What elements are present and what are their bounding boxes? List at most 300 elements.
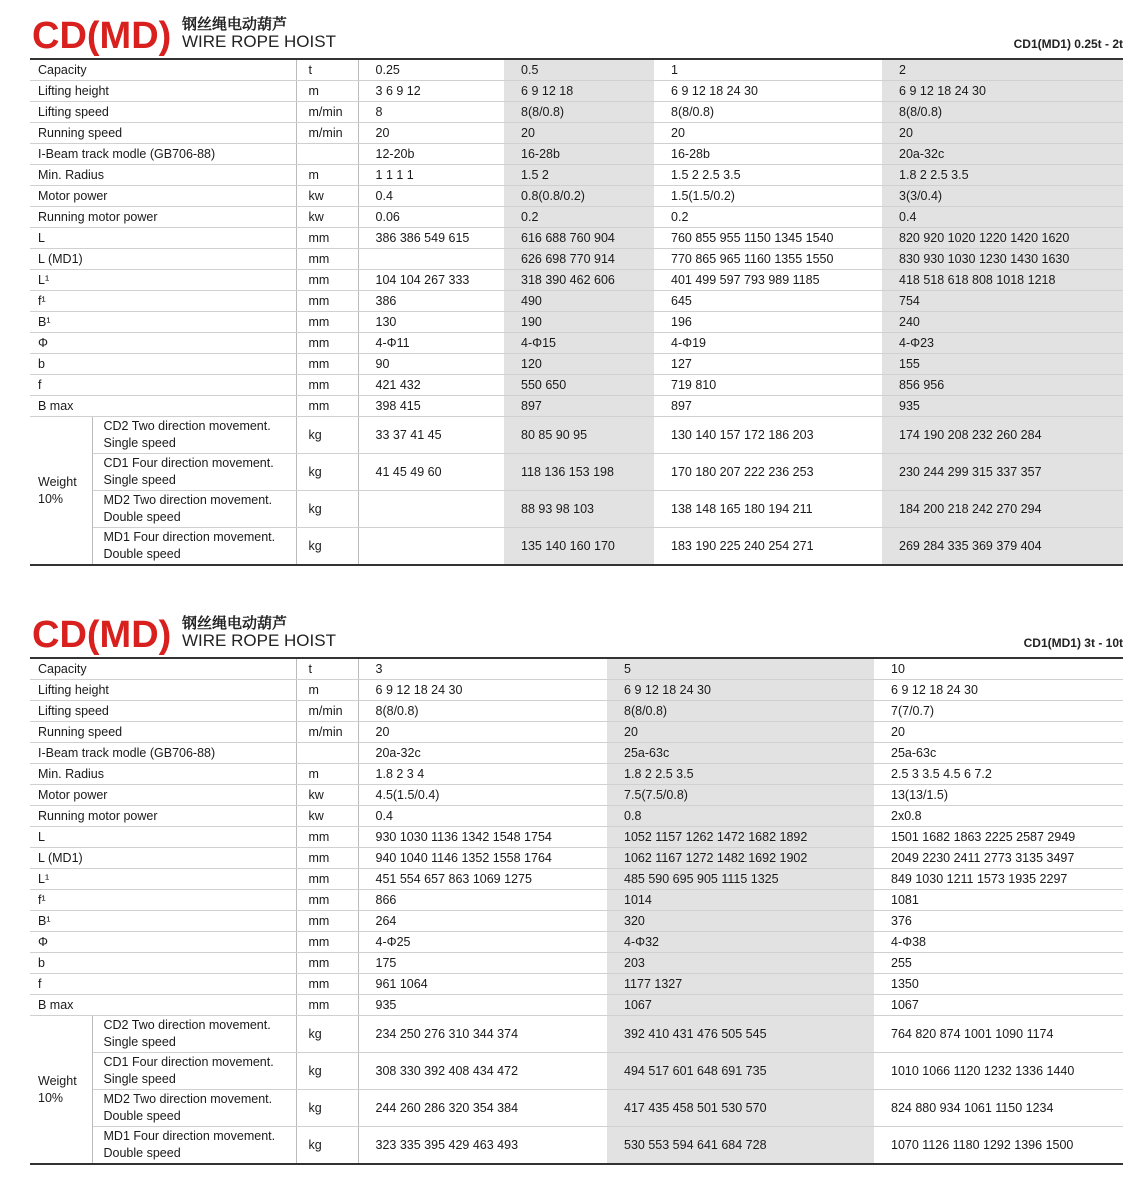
row-label: f¹	[30, 291, 296, 312]
weight-desc-line1: MD1 Four direction movement.	[103, 530, 276, 544]
row-unit: mm	[296, 396, 358, 417]
row-value: 897	[654, 396, 882, 417]
weight-desc-line2: Double speed	[103, 1109, 181, 1123]
row-label: B¹	[30, 312, 296, 333]
table-row	[30, 102, 1123, 123]
table-row	[30, 270, 1123, 291]
row-value: 1.8 2 3 4	[358, 764, 607, 785]
weight-value: 392 410 431 476 505 545	[607, 1016, 874, 1053]
weight-value: 308 330 392 408 434 472	[358, 1053, 607, 1090]
table-row	[30, 911, 1123, 932]
weight-desc-line2: Single speed	[103, 1035, 176, 1049]
row-value: 320	[607, 911, 874, 932]
row-value: 1067	[874, 995, 1123, 1016]
model-range: CD1(MD1) 3t - 10t	[1023, 636, 1123, 650]
row-label: Running speed	[30, 123, 296, 144]
title-chinese: 钢丝绳电动葫芦	[182, 615, 288, 632]
table-row	[30, 995, 1123, 1016]
row-unit: mm	[296, 911, 358, 932]
row-value: 4-Φ11	[358, 333, 504, 354]
row-value: 940 1040 1146 1352 1558 1764	[358, 848, 607, 869]
row-value: 6 9 12 18 24 30	[607, 680, 874, 701]
weight-desc-line2: Double speed	[103, 510, 181, 524]
row-label: Capacity	[30, 659, 296, 680]
table-row	[30, 291, 1123, 312]
row-unit: mm	[296, 291, 358, 312]
brand-title: CD(MD)	[32, 614, 172, 656]
row-value: 4-Φ32	[607, 932, 874, 953]
table-row	[30, 207, 1123, 228]
row-unit: m/min	[296, 701, 358, 722]
row-value: 1	[654, 60, 882, 81]
row-value: 0.8(0.8/0.2)	[504, 186, 654, 207]
row-label: I-Beam track modle (GB706-88)	[30, 743, 296, 764]
row-unit: kw	[296, 186, 358, 207]
row-value: 1.5 2 2.5 3.5	[654, 165, 882, 186]
weight-value: 174 190 208 232 260 284	[882, 417, 1123, 454]
row-value: 485 590 695 905 1115 1325	[607, 869, 874, 890]
row-label: B¹	[30, 911, 296, 932]
weight-desc-line1: CD2 Two direction movement.	[103, 1018, 271, 1032]
row-value: 255	[874, 953, 1123, 974]
row-unit: mm	[296, 995, 358, 1016]
row-value: 20	[874, 722, 1123, 743]
row-unit: mm	[296, 932, 358, 953]
row-unit: mm	[296, 312, 358, 333]
row-label: Motor power	[30, 785, 296, 806]
row-value: 3(3/0.4)	[882, 186, 1123, 207]
row-label: L	[30, 228, 296, 249]
row-unit: m/min	[296, 722, 358, 743]
table-row	[30, 354, 1123, 375]
row-label: Lifting height	[30, 680, 296, 701]
row-value	[358, 249, 504, 270]
spec-table	[30, 60, 1123, 566]
row-value: 318 390 462 606	[504, 270, 654, 291]
row-value: 6 9 12 18 24 30	[874, 680, 1123, 701]
row-label: L (MD1)	[30, 848, 296, 869]
weight-label	[30, 417, 92, 566]
table-row	[30, 680, 1123, 701]
row-value: 4-Φ15	[504, 333, 654, 354]
weight-row	[30, 528, 1123, 566]
row-value: 104 104 267 333	[358, 270, 504, 291]
weight-desc	[92, 1127, 296, 1165]
weight-value: 530 553 594 641 684 728	[607, 1127, 874, 1165]
row-value: 376	[874, 911, 1123, 932]
weight-value: 1070 1126 1180 1292 1396 1500	[874, 1127, 1123, 1165]
table-row	[30, 81, 1123, 102]
row-value: 20a-32c	[882, 144, 1123, 165]
row-value: 0.2	[654, 207, 882, 228]
spec-table	[30, 659, 1123, 1165]
row-value: 1350	[874, 974, 1123, 995]
row-value: 6 9 12 18 24 30	[654, 81, 882, 102]
row-value: 4-Φ38	[874, 932, 1123, 953]
row-value: 4.5(1.5/0.4)	[358, 785, 607, 806]
table-row	[30, 228, 1123, 249]
row-value: 550 650	[504, 375, 654, 396]
row-value: 386	[358, 291, 504, 312]
table-row	[30, 932, 1123, 953]
row-value: 196	[654, 312, 882, 333]
table-row	[30, 848, 1123, 869]
table-row	[30, 701, 1123, 722]
weight-desc-line1: CD1 Four direction movement.	[103, 1055, 274, 1069]
row-value: 0.2	[504, 207, 654, 228]
weight-desc-line1: MD2 Two direction movement.	[103, 1092, 273, 1106]
row-unit: m	[296, 81, 358, 102]
weight-unit: kg	[296, 1090, 358, 1127]
row-value: 25a-63c	[874, 743, 1123, 764]
row-value: 1.8 2 2.5 3.5	[882, 165, 1123, 186]
weight-desc-line2: Double speed	[103, 547, 181, 561]
row-value: 386 386 549 615	[358, 228, 504, 249]
table-row	[30, 312, 1123, 333]
row-value: 1081	[874, 890, 1123, 911]
weight-value: 80 85 90 95	[504, 417, 654, 454]
weight-desc	[92, 1016, 296, 1053]
row-unit: mm	[296, 869, 358, 890]
weight-desc-line1: MD1 Four direction movement.	[103, 1129, 276, 1143]
row-unit: m	[296, 165, 358, 186]
row-value: 6 9 12 18 24 30	[882, 81, 1123, 102]
row-value: 20	[358, 722, 607, 743]
row-value: 616 688 760 904	[504, 228, 654, 249]
weight-desc	[92, 454, 296, 491]
row-value: 16-28b	[504, 144, 654, 165]
row-value: 12-20b	[358, 144, 504, 165]
weight-unit: kg	[296, 454, 358, 491]
row-label: Φ	[30, 932, 296, 953]
row-label: L (MD1)	[30, 249, 296, 270]
row-label: f¹	[30, 890, 296, 911]
row-value: 1.5 2	[504, 165, 654, 186]
row-value: 421 432	[358, 375, 504, 396]
table-row	[30, 764, 1123, 785]
row-value: 13(13/1.5)	[874, 785, 1123, 806]
row-value: 645	[654, 291, 882, 312]
weight-desc	[92, 1090, 296, 1127]
weight-label-percent: 10%	[38, 1090, 64, 1105]
row-value: 240	[882, 312, 1123, 333]
row-unit: mm	[296, 848, 358, 869]
weight-value: 135 140 160 170	[504, 528, 654, 566]
row-label: Lifting speed	[30, 701, 296, 722]
row-value: 3	[358, 659, 607, 680]
row-value: 20	[654, 123, 882, 144]
weight-desc-line2: Single speed	[103, 1072, 176, 1086]
weight-value: 323 335 395 429 463 493	[358, 1127, 607, 1165]
row-value: 120	[504, 354, 654, 375]
row-value: 830 930 1030 1230 1430 1630	[882, 249, 1123, 270]
row-value: 8(8/0.8)	[504, 102, 654, 123]
weight-value: 130 140 157 172 186 203	[654, 417, 882, 454]
row-value: 490	[504, 291, 654, 312]
row-value: 8(8/0.8)	[654, 102, 882, 123]
row-value: 8	[358, 102, 504, 123]
weight-value: 269 284 335 369 379 404	[882, 528, 1123, 566]
weight-value: 118 136 153 198	[504, 454, 654, 491]
row-label: B max	[30, 396, 296, 417]
table-row	[30, 659, 1123, 680]
row-value: 760 855 955 1150 1345 1540	[654, 228, 882, 249]
row-value: 8(8/0.8)	[882, 102, 1123, 123]
row-value: 130	[358, 312, 504, 333]
row-label: I-Beam track modle (GB706-88)	[30, 144, 296, 165]
row-label: Lifting height	[30, 81, 296, 102]
row-unit: mm	[296, 354, 358, 375]
weight-row	[30, 491, 1123, 528]
row-label: Capacity	[30, 60, 296, 81]
row-value: 2.5 3 3.5 4.5 6 7.2	[874, 764, 1123, 785]
weight-value: 234 250 276 310 344 374	[358, 1016, 607, 1053]
table-row	[30, 144, 1123, 165]
row-value: 961 1064	[358, 974, 607, 995]
row-value: 418 518 618 808 1018 1218	[882, 270, 1123, 291]
row-value: 3 6 9 12	[358, 81, 504, 102]
title-chinese: 钢丝绳电动葫芦	[182, 16, 288, 33]
row-value: 0.4	[358, 186, 504, 207]
row-unit: m/min	[296, 102, 358, 123]
row-value: 626 698 770 914	[504, 249, 654, 270]
weight-value: 417 435 458 501 530 570	[607, 1090, 874, 1127]
row-value: 127	[654, 354, 882, 375]
weight-desc-line2: Single speed	[103, 473, 176, 487]
table-row	[30, 333, 1123, 354]
row-label: Running motor power	[30, 806, 296, 827]
row-value: 5	[607, 659, 874, 680]
weight-desc-line1: MD2 Two direction movement.	[103, 493, 273, 507]
row-value: 175	[358, 953, 607, 974]
row-unit: t	[296, 659, 358, 680]
row-value: 6 9 12 18 24 30	[358, 680, 607, 701]
row-value: 0.4	[358, 806, 607, 827]
weight-label-text: Weight	[38, 1073, 77, 1088]
weight-desc-line2: Single speed	[103, 436, 176, 450]
table-row	[30, 806, 1123, 827]
row-unit: mm	[296, 953, 358, 974]
row-value: 1062 1167 1272 1482 1692 1902	[607, 848, 874, 869]
row-value: 401 499 597 793 989 1185	[654, 270, 882, 291]
row-value: 0.25	[358, 60, 504, 81]
row-label: L¹	[30, 270, 296, 291]
weight-label-text: Weight	[38, 474, 77, 489]
row-label: Min. Radius	[30, 764, 296, 785]
table-row	[30, 743, 1123, 764]
weight-value: 88 93 98 103	[504, 491, 654, 528]
weight-unit: kg	[296, 528, 358, 566]
row-label: Running motor power	[30, 207, 296, 228]
row-unit: t	[296, 60, 358, 81]
row-unit: m	[296, 764, 358, 785]
row-unit: kw	[296, 207, 358, 228]
row-value: 897	[504, 396, 654, 417]
row-value: 1501 1682 1863 2225 2587 2949	[874, 827, 1123, 848]
weight-value: 41 45 49 60	[358, 454, 504, 491]
row-label: f	[30, 375, 296, 396]
row-value: 719 810	[654, 375, 882, 396]
row-value: 398 415	[358, 396, 504, 417]
row-value: 20	[358, 123, 504, 144]
table-row	[30, 396, 1123, 417]
row-value: 849 1030 1211 1573 1935 2297	[874, 869, 1123, 890]
weight-label	[30, 1016, 92, 1165]
weight-row	[30, 454, 1123, 491]
row-value: 6 9 12 18	[504, 81, 654, 102]
weight-row	[30, 1053, 1123, 1090]
weight-desc-line2: Double speed	[103, 1146, 181, 1160]
weight-desc-line1: CD2 Two direction movement.	[103, 419, 271, 433]
row-value: 820 920 1020 1220 1420 1620	[882, 228, 1123, 249]
row-label: L	[30, 827, 296, 848]
row-label: b	[30, 354, 296, 375]
row-value: 8(8/0.8)	[607, 701, 874, 722]
weight-desc-line1: CD1 Four direction movement.	[103, 456, 274, 470]
row-label: Φ	[30, 333, 296, 354]
row-value: 754	[882, 291, 1123, 312]
row-value: 1 1 1 1	[358, 165, 504, 186]
row-value: 4-Φ19	[654, 333, 882, 354]
row-value: 8(8/0.8)	[358, 701, 607, 722]
weight-value: 33 37 41 45	[358, 417, 504, 454]
row-value: 930 1030 1136 1342 1548 1754	[358, 827, 607, 848]
weight-unit: kg	[296, 491, 358, 528]
row-value: 0.8	[607, 806, 874, 827]
weight-label-percent: 10%	[38, 491, 64, 506]
weight-value: 1010 1066 1120 1232 1336 1440	[874, 1053, 1123, 1090]
row-value: 20	[504, 123, 654, 144]
row-value: 155	[882, 354, 1123, 375]
weight-value: 183 190 225 240 254 271	[654, 528, 882, 566]
row-label: Min. Radius	[30, 165, 296, 186]
row-unit: m/min	[296, 123, 358, 144]
weight-value: 764 820 874 1001 1090 1174	[874, 1016, 1123, 1053]
weight-desc	[92, 417, 296, 454]
row-label: Running speed	[30, 722, 296, 743]
row-value: 1067	[607, 995, 874, 1016]
row-value: 190	[504, 312, 654, 333]
table-row	[30, 974, 1123, 995]
row-value: 1014	[607, 890, 874, 911]
row-unit: mm	[296, 974, 358, 995]
weight-unit: kg	[296, 1016, 358, 1053]
weight-desc	[92, 1053, 296, 1090]
row-unit: mm	[296, 270, 358, 291]
row-value: 20	[882, 123, 1123, 144]
weight-value: 170 180 207 222 236 253	[654, 454, 882, 491]
weight-desc	[92, 528, 296, 566]
weight-desc	[92, 491, 296, 528]
weight-value	[358, 491, 504, 528]
weight-value: 494 517 601 648 691 735	[607, 1053, 874, 1090]
table-row	[30, 827, 1123, 848]
row-value: 90	[358, 354, 504, 375]
table-row	[30, 60, 1123, 81]
spec-section-small	[30, 10, 1123, 566]
row-unit: mm	[296, 228, 358, 249]
weight-unit: kg	[296, 417, 358, 454]
weight-value: 230 244 299 315 337 357	[882, 454, 1123, 491]
row-value: 16-28b	[654, 144, 882, 165]
row-value: 856 956	[882, 375, 1123, 396]
row-value: 1.8 2 2.5 3.5	[607, 764, 874, 785]
row-value: 7.5(7.5/0.8)	[607, 785, 874, 806]
row-unit	[296, 743, 358, 764]
row-unit: kw	[296, 785, 358, 806]
weight-value: 244 260 286 320 354 384	[358, 1090, 607, 1127]
weight-value: 138 148 165 180 194 211	[654, 491, 882, 528]
row-value: 1052 1157 1262 1472 1682 1892	[607, 827, 874, 848]
table-row	[30, 249, 1123, 270]
row-value: 203	[607, 953, 874, 974]
brand-title: CD(MD)	[32, 15, 172, 57]
row-value: 4-Φ25	[358, 932, 607, 953]
row-value: 1.5(1.5/0.2)	[654, 186, 882, 207]
row-unit: mm	[296, 827, 358, 848]
row-value: 0.5	[504, 60, 654, 81]
row-label: f	[30, 974, 296, 995]
table-row	[30, 375, 1123, 396]
table-row	[30, 953, 1123, 974]
row-value: 0.4	[882, 207, 1123, 228]
row-value: 20	[607, 722, 874, 743]
weight-row	[30, 1127, 1123, 1165]
title-english: WIRE ROPE HOIST	[182, 32, 336, 51]
row-value: 2049 2230 2411 2773 3135 3497	[874, 848, 1123, 869]
row-value: 770 865 965 1160 1355 1550	[654, 249, 882, 270]
row-label: Lifting speed	[30, 102, 296, 123]
table-row	[30, 186, 1123, 207]
row-unit	[296, 144, 358, 165]
row-value: 25a-63c	[607, 743, 874, 764]
row-value: 866	[358, 890, 607, 911]
row-value: 2x0.8	[874, 806, 1123, 827]
row-label: B max	[30, 995, 296, 1016]
section-header	[30, 609, 1123, 657]
row-value: 935	[882, 396, 1123, 417]
row-value: 1177 1327	[607, 974, 874, 995]
row-value: 7(7/0.7)	[874, 701, 1123, 722]
weight-unit: kg	[296, 1053, 358, 1090]
weight-value	[358, 528, 504, 566]
row-unit: mm	[296, 333, 358, 354]
table-row	[30, 165, 1123, 186]
table-row	[30, 890, 1123, 911]
row-label: Motor power	[30, 186, 296, 207]
row-label: b	[30, 953, 296, 974]
row-value: 451 554 657 863 1069 1275	[358, 869, 607, 890]
row-unit: mm	[296, 890, 358, 911]
weight-row	[30, 1016, 1123, 1053]
row-unit: mm	[296, 375, 358, 396]
row-value: 935	[358, 995, 607, 1016]
title-english: WIRE ROPE HOIST	[182, 631, 336, 650]
row-label: L¹	[30, 869, 296, 890]
section-header	[30, 10, 1123, 58]
table-row	[30, 722, 1123, 743]
row-unit: kw	[296, 806, 358, 827]
row-value: 0.06	[358, 207, 504, 228]
weight-value: 824 880 934 1061 1150 1234	[874, 1090, 1123, 1127]
row-value: 20a-32c	[358, 743, 607, 764]
row-unit: mm	[296, 249, 358, 270]
table-row	[30, 869, 1123, 890]
table-row	[30, 123, 1123, 144]
row-value: 10	[874, 659, 1123, 680]
row-value: 4-Φ23	[882, 333, 1123, 354]
table-row	[30, 785, 1123, 806]
